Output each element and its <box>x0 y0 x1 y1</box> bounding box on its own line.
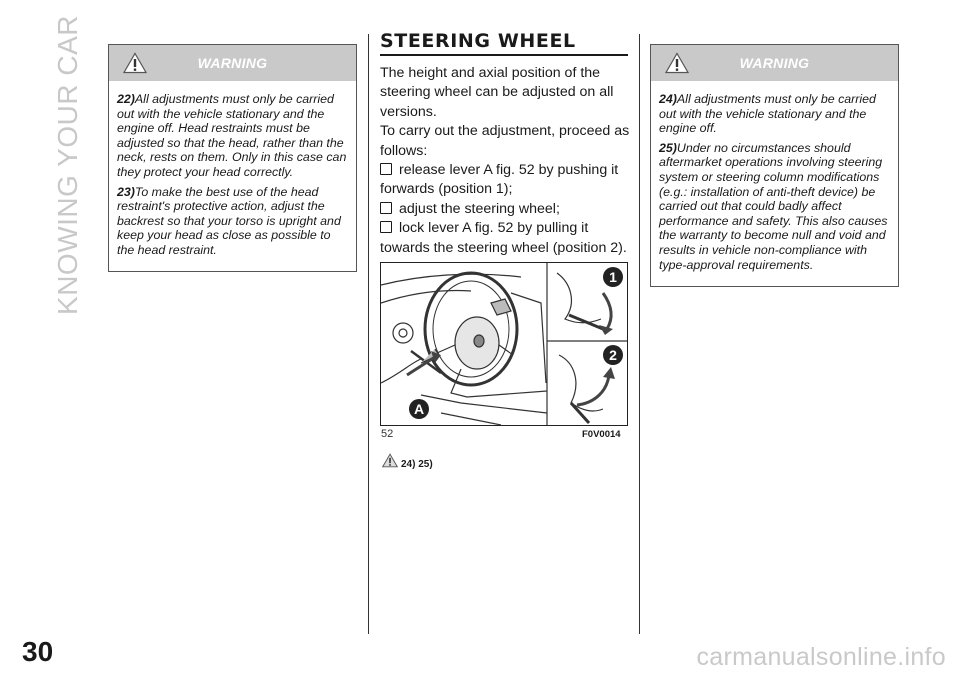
warning-note: 22)All adjustments must only be carried out with the vehicle stationary and the engine off. Head restraints must be adjusted so that the head, rather than the neck, rests on them. Only in this case can they protect your head correctly. <box>117 92 347 179</box>
callout-2: 2 <box>609 347 617 363</box>
warning-title: WARNING <box>197 55 268 71</box>
warning-note: 25)Under no circumstances should aftermarket operations involving steering system or steering column modifications (e.g.: installation of anti-theft device) be carried out that could badly affect performance and safety. This also causes the warranty to become null and void and results in vehicle non-compliance with type-approval requirements. <box>659 140 888 272</box>
paragraph: The height and axial position of the steering wheel can be adjusted on all versions. <box>380 65 614 120</box>
warning-header <box>651 45 898 81</box>
warning-triangle-icon <box>382 453 398 468</box>
warning-triangle-icon <box>123 52 147 74</box>
list-item: release lever A fig. 52 by pushing it forwards (position 1); <box>380 162 619 198</box>
paragraph: To carry out the adjustment, proceed as follows: <box>380 123 630 159</box>
list-item: lock lever A fig. 52 by pulling it towards the steering wheel (position 2). <box>380 220 627 256</box>
checkbox-bullet-icon <box>380 163 392 175</box>
page-number: 30 <box>22 636 54 667</box>
column-divider-left <box>368 34 369 634</box>
column-divider-right <box>639 34 640 634</box>
warning-title: WARNING <box>739 55 810 71</box>
warning-triangle-icon <box>665 52 689 74</box>
warning-note: 24)All adjustments must only be carried out with the vehicle stationary and the engine off. <box>659 92 876 136</box>
chapter-side-title: KNOWING YOUR CAR <box>52 15 84 315</box>
section-body <box>380 64 632 258</box>
site-watermark: carmanualsonline.info <box>696 643 946 671</box>
steering-wheel-illustration <box>381 263 627 425</box>
figure-number: 52 <box>381 428 394 440</box>
warning-box-left <box>108 44 357 272</box>
figure-code: F0V0014 <box>582 429 621 440</box>
figure-steering-wheel <box>380 262 628 426</box>
warning-note: 23)To make the best use of the head restraint's protective action, adjust the backrest so that your torso is upright and keep your head as close as possible to the head restraint. <box>117 184 341 257</box>
checkbox-bullet-icon <box>380 202 392 214</box>
section-title: STEERING WHEEL <box>380 30 628 56</box>
warning-box-right <box>650 44 899 287</box>
callout-a: A <box>413 401 425 417</box>
list-item: adjust the steering wheel; <box>380 200 632 219</box>
checkbox-bullet-icon <box>380 221 392 233</box>
warning-header <box>109 45 356 81</box>
figure-warning-refs: 24) 25) <box>382 451 433 470</box>
callout-1: 1 <box>609 269 617 285</box>
